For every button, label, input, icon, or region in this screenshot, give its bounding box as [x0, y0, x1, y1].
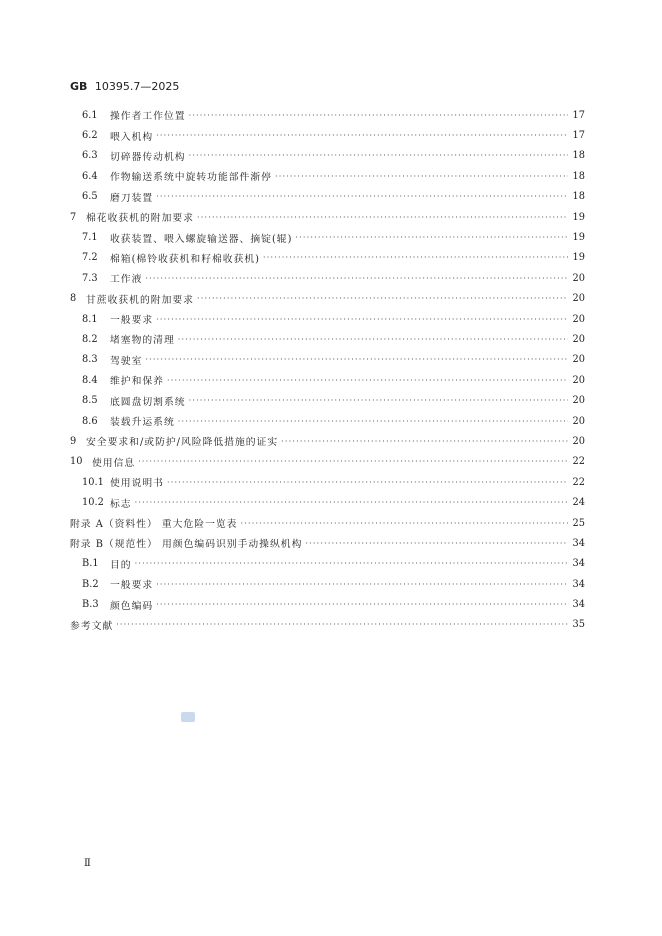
toc-entry-title: 磨刀装置 — [110, 192, 154, 204]
toc-entry-page: 17 — [572, 109, 585, 121]
toc-entry[interactable] — [70, 513, 585, 533]
toc-entry-title: 操作者工作位置 — [110, 111, 186, 123]
toc-entry[interactable] — [70, 390, 585, 410]
toc-entry-number: 8.2 — [82, 333, 98, 345]
toc-entry[interactable] — [70, 146, 585, 166]
toc-entry[interactable] — [70, 411, 585, 431]
toc-entry[interactable] — [70, 554, 585, 574]
toc-entry-number: 8 — [70, 293, 77, 305]
toc-entry-page: 35 — [572, 619, 585, 631]
toc-entry[interactable] — [70, 166, 585, 186]
toc-entry-number: 6.4 — [82, 170, 98, 182]
toc-entry-title: 装载升运系统 — [110, 417, 175, 429]
toc-entry-page: 20 — [572, 272, 585, 284]
toc-entry-number: 6.2 — [82, 130, 98, 142]
toc-entry[interactable] — [70, 594, 585, 614]
toc-entry-title: 参考文献 — [70, 620, 114, 632]
toc-entry-number: 7.1 — [82, 232, 98, 244]
toc-entry-title: 工作液 — [110, 274, 143, 286]
toc-entry-number: 7 — [70, 211, 77, 223]
toc-entry-number: 6.3 — [82, 150, 98, 162]
toc-dot-leader — [189, 151, 568, 160]
toc-entry[interactable] — [70, 227, 585, 247]
toc-entry[interactable] — [70, 268, 585, 288]
toc-entry-page: 19 — [572, 232, 585, 244]
toc-dot-leader — [189, 396, 568, 405]
toc-dot-leader — [156, 315, 568, 324]
toc-entry-page: 20 — [572, 374, 585, 386]
toc-entry-page: 20 — [572, 293, 585, 305]
toc-entry-number: 10 — [70, 456, 83, 468]
standard-prefix: GB — [70, 80, 88, 93]
toc-entry[interactable] — [70, 309, 585, 329]
toc-entry-page: 22 — [572, 456, 585, 468]
document-header — [70, 80, 179, 93]
toc-entry-title: 作物输送系统中旋转功能部件渐停 — [110, 172, 272, 184]
toc-dot-leader — [145, 355, 568, 364]
page-number: Ⅱ — [84, 858, 91, 869]
toc-dot-leader — [197, 294, 568, 303]
toc-dot-leader — [138, 457, 568, 466]
toc-entry-page: 18 — [572, 170, 585, 182]
toc-entry[interactable] — [70, 105, 585, 125]
toc-entry-title: 目的 — [110, 559, 132, 571]
toc-entry-number: 9 — [70, 435, 77, 447]
toc-entry-page: 34 — [572, 599, 585, 611]
toc-dot-leader — [156, 192, 568, 201]
toc-entry-title: 附录 B（规范性） 用颜色编码识别手动操纵机构 — [70, 539, 303, 551]
toc-dot-leader — [189, 111, 568, 120]
toc-entry-page: 20 — [572, 313, 585, 325]
toc-dot-leader — [295, 233, 568, 242]
toc-entry-title: 切碎器传动机构 — [110, 151, 186, 163]
toc-entry[interactable] — [70, 472, 585, 492]
toc-dot-leader — [197, 213, 568, 222]
toc-entry-title: 收获装置、喂入螺旋输送器、摘锭(辊) — [110, 233, 293, 245]
toc-entry-page: 20 — [572, 333, 585, 345]
toc-dot-leader — [263, 253, 568, 262]
toc-entry[interactable] — [70, 187, 585, 207]
toc-dot-leader — [116, 620, 568, 629]
table-of-contents — [70, 105, 585, 635]
toc-dot-leader — [167, 376, 568, 385]
toc-entry[interactable] — [70, 431, 585, 451]
toc-entry-page: 25 — [572, 517, 585, 529]
toc-dot-leader — [135, 498, 568, 507]
toc-entry-page: 20 — [572, 415, 585, 427]
toc-entry-page: 18 — [572, 150, 585, 162]
toc-entry-page: 34 — [572, 578, 585, 590]
toc-dot-leader — [178, 417, 568, 426]
toc-entry-title: 使用说明书 — [110, 478, 164, 490]
toc-entry[interactable] — [70, 248, 585, 268]
toc-entry-title: 喂入机构 — [110, 131, 154, 143]
toc-entry-title: 底圆盘切割系统 — [110, 396, 186, 408]
toc-dot-leader — [156, 580, 568, 589]
toc-entry-page: 34 — [572, 537, 585, 549]
toc-dot-leader — [275, 172, 568, 181]
toc-dot-leader — [305, 539, 568, 548]
toc-entry-number: 6.1 — [82, 109, 98, 121]
toc-entry-page: 20 — [572, 435, 585, 447]
toc-entry-page: 17 — [572, 130, 585, 142]
toc-entry-title: 使用信息 — [92, 457, 136, 469]
toc-dot-leader — [167, 478, 568, 487]
toc-entry-title: 棉花收获机的附加要求 — [86, 213, 194, 225]
toc-dot-leader — [178, 335, 568, 344]
toc-entry-title: 安全要求和/或防护/风险降低措施的证实 — [86, 437, 279, 449]
toc-entry-number: 6.5 — [82, 191, 98, 203]
toc-entry-number: 7.2 — [82, 252, 98, 264]
standard-code: 10395.7—2025 — [94, 80, 180, 93]
toc-entry-title: 附录 A（资料性） 重大危险一览表 — [70, 519, 238, 530]
toc-entry-title: 标志 — [110, 498, 132, 510]
toc-entry-page: 18 — [572, 191, 585, 203]
toc-entry-number: 8.4 — [82, 374, 98, 386]
toc-entry-title: 棉箱(棉铃收获机和籽棉收获机) — [110, 253, 261, 265]
toc-entry-number: B.1 — [82, 558, 99, 570]
toc-dot-leader — [156, 600, 568, 609]
toc-dot-leader — [281, 437, 568, 446]
toc-entry[interactable] — [70, 289, 585, 309]
toc-entry[interactable] — [70, 207, 585, 227]
toc-dot-leader — [240, 519, 568, 528]
toc-dot-leader — [135, 559, 568, 568]
toc-entry-number: B.2 — [82, 578, 99, 590]
toc-entry-number: 8.3 — [82, 354, 98, 366]
toc-dot-leader — [156, 131, 568, 140]
toc-entry-number: 10.2 — [82, 497, 104, 509]
toc-entry-page: 20 — [572, 395, 585, 407]
toc-entry-number: 10.1 — [82, 476, 104, 488]
toc-entry-title: 堵塞物的清理 — [110, 335, 175, 347]
toc-dot-leader — [145, 274, 568, 283]
toc-entry-title: 甘蔗收获机的附加要求 — [86, 294, 194, 306]
toc-entry-title: 一般要求 — [110, 315, 154, 327]
toc-entry-page: 34 — [572, 558, 585, 570]
toc-entry[interactable] — [70, 615, 585, 635]
toc-entry-number: 7.3 — [82, 272, 98, 284]
toc-entry[interactable] — [70, 492, 585, 512]
toc-entry[interactable] — [70, 350, 585, 370]
toc-entry-page: 19 — [572, 252, 585, 264]
toc-entry[interactable] — [70, 370, 585, 390]
toc-entry-page: 22 — [572, 476, 585, 488]
toc-entry-title: 颜色编码 — [110, 600, 154, 612]
toc-entry-number: 8.1 — [82, 313, 98, 325]
toc-entry-number: 8.6 — [82, 415, 98, 427]
toc-entry-title: 驾驶室 — [110, 355, 143, 367]
toc-entry-title: 一般要求 — [110, 580, 154, 592]
watermark-logo — [181, 712, 195, 722]
toc-entry-page: 24 — [572, 497, 585, 509]
toc-entry[interactable] — [70, 329, 585, 349]
toc-entry-page: 20 — [572, 354, 585, 366]
toc-entry[interactable] — [70, 452, 585, 472]
toc-entry[interactable] — [70, 533, 585, 553]
toc-entry-title: 维护和保养 — [110, 376, 164, 388]
toc-entry-page: 19 — [572, 211, 585, 223]
toc-entry-number: 8.5 — [82, 395, 98, 407]
toc-entry[interactable] — [70, 574, 585, 594]
toc-entry-number: B.3 — [82, 599, 99, 611]
toc-entry[interactable] — [70, 125, 585, 145]
